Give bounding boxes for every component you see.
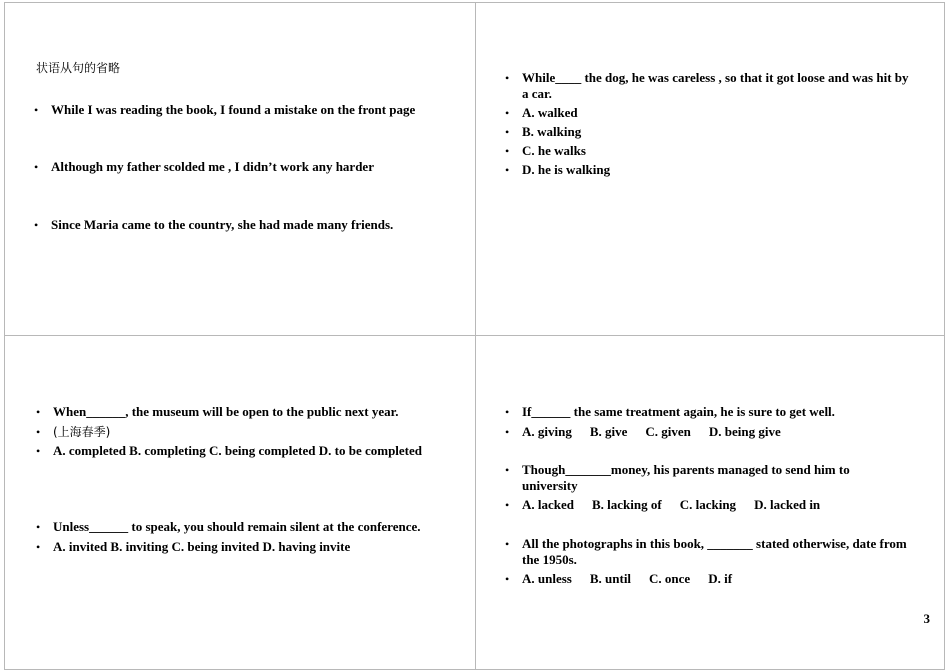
bullet: • [505, 163, 510, 177]
options: • A. lacked B. lacking of C. lacking D. lacked in [505, 497, 821, 512]
bullet: • [505, 537, 510, 551]
bullet: • [36, 405, 41, 419]
option: • B. walking [505, 124, 582, 139]
bullet: • [36, 520, 41, 534]
options: • A. completed B. completing C. being completed D. to be completed [36, 443, 423, 458]
slide-1-title: 状语从句的省略 [36, 61, 121, 75]
option: • C. he walks [505, 143, 586, 158]
question: • When______, the museum will be open to the public next year. [36, 404, 399, 419]
bullet: • [505, 144, 510, 158]
bullet: • [36, 444, 41, 458]
question-source: • (上海春季) [36, 425, 111, 439]
list-item: • Although my father scolded me , I didn’t work any harder [34, 159, 374, 174]
slide-1 [4, 2, 476, 336]
options: • A. unless B. until C. once D. if [505, 571, 733, 586]
bullet: • [505, 572, 510, 586]
option: • D. he is walking [505, 162, 611, 177]
question: • Unless______ to speak, you should remain silent at the conference. [36, 519, 421, 534]
option: • A. walked [505, 105, 578, 120]
bullet: • [505, 425, 510, 439]
bullet: • [34, 218, 39, 232]
bullet: • [36, 425, 41, 439]
question: • While____ the dog, he was careless , so that it got loose and was hit by a car. [505, 70, 909, 101]
bullet: • [505, 498, 510, 512]
bullet: • [505, 405, 510, 419]
list-item: • While I was reading the book, I found a mistake on the front page [34, 102, 416, 117]
bullet: • [505, 125, 510, 139]
bullet: • [34, 160, 39, 174]
question: • Though_______money, his parents managed to send him to university [505, 462, 850, 493]
question: • All the photographs in this book, _______ stated otherwise, date from the 1950s. [505, 536, 907, 567]
bullet: • [505, 106, 510, 120]
bullet: • [36, 540, 41, 554]
options: • A. giving B. give C. given D. being give [505, 424, 781, 439]
bullet: • [505, 463, 510, 477]
list-item: • Since Maria came to the country, she had made many friends. [34, 217, 394, 232]
bullet: • [34, 103, 39, 117]
options: • A. invited B. inviting C. being invited D. having invite [36, 539, 351, 554]
slide-2 [475, 2, 945, 336]
page-number: 3 [923, 611, 930, 626]
slide-3 [4, 335, 476, 670]
question: • If______ the same treatment again, he is sure to get well. [505, 404, 835, 419]
bullet: • [505, 71, 510, 85]
slide-4 [475, 335, 945, 670]
